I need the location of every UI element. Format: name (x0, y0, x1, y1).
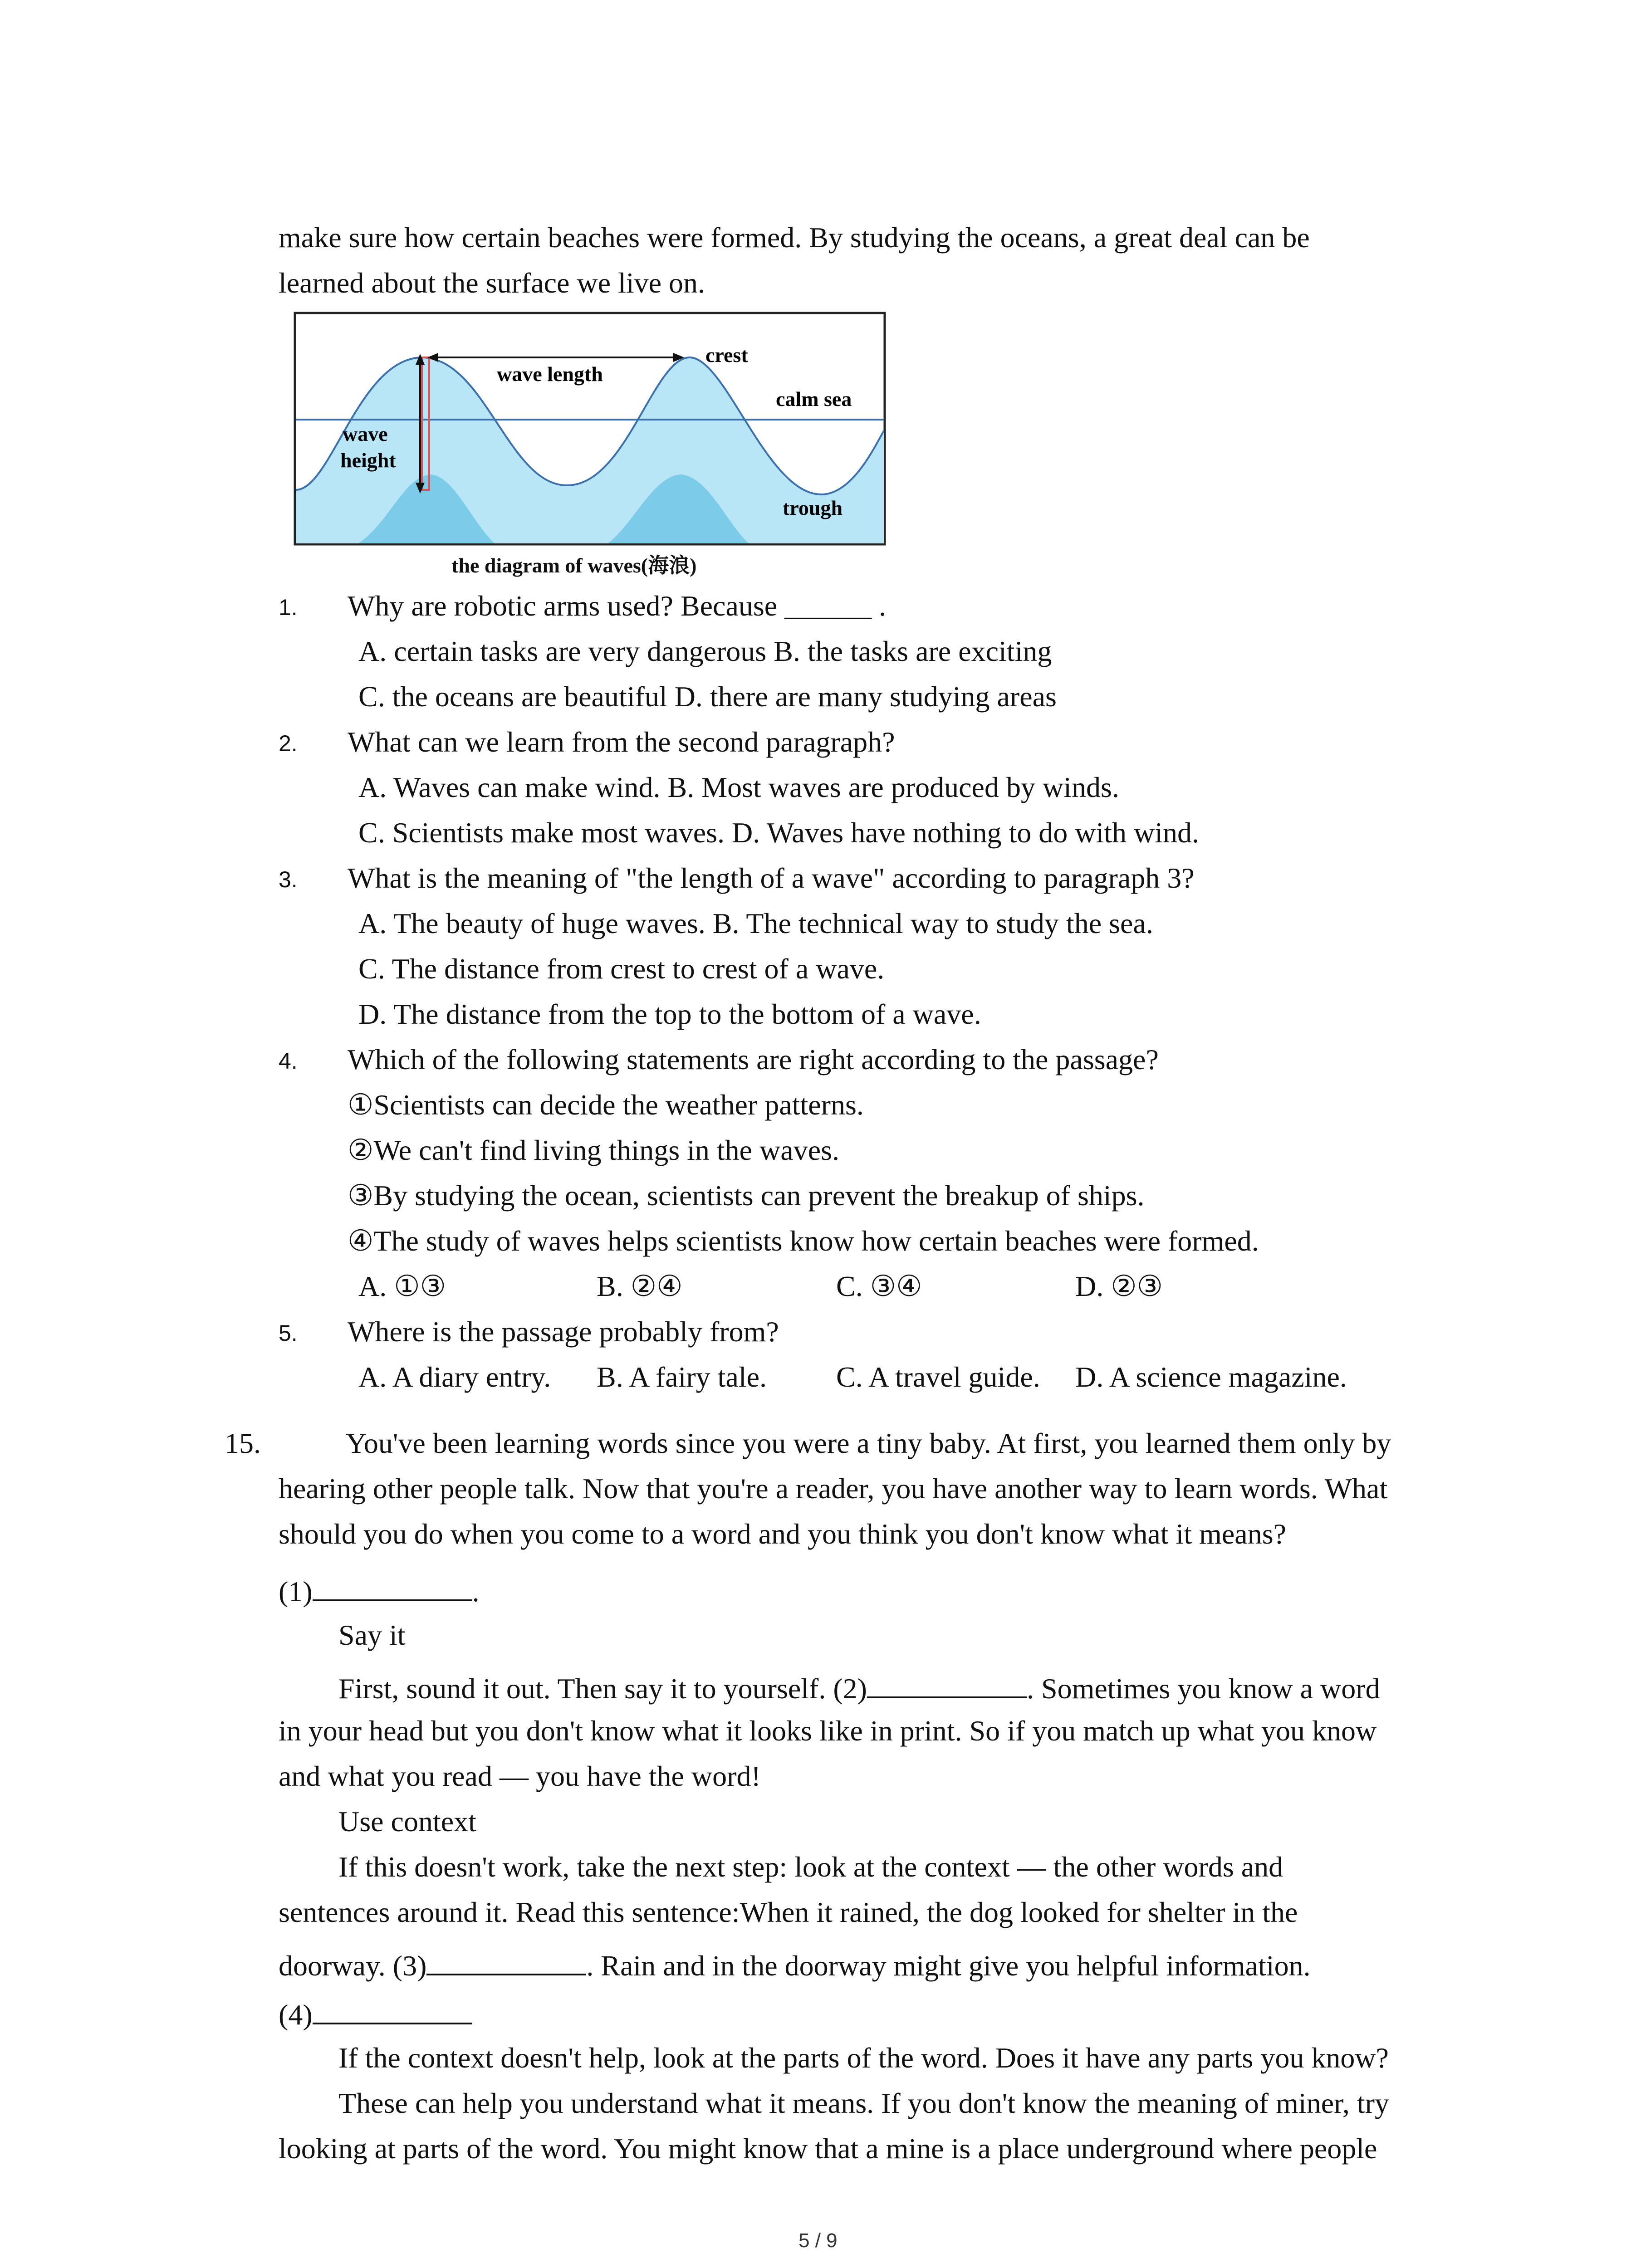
question-text: What is the meaning of "the length of a wave" according to paragraph 3? (348, 862, 1195, 894)
say-line-1: First, sound it out. Then say it to yourself. (2) . Sometimes you know a word (338, 1671, 1380, 1703)
wave-diagram (290, 308, 889, 553)
q15-number: 15. (225, 1427, 261, 1459)
label-calm-sea: calm sea (776, 387, 852, 411)
wave-diagram-svg (290, 308, 889, 553)
blank-2[interactable] (867, 1671, 1027, 1698)
parts-line-1: If the context doesn't help, look at the parts of the word. Does it have any parts you know? (338, 2042, 1389, 2074)
blank-4[interactable] (313, 1997, 472, 2024)
option-line: C. Scientists make most waves. D. Waves have nothing to do with wind. (358, 816, 1200, 849)
q15-para-line: hearing other people talk. Now that you're a reader, you have another way to learn words. What (279, 1472, 1388, 1505)
question-number: 2. (279, 731, 298, 756)
option-b: B. ②④ (597, 1270, 683, 1302)
option-line: A. certain tasks are very dangerous B. the tasks are exciting (358, 635, 1052, 667)
question-text: Which of the following statements are right according to the passage? (348, 1043, 1159, 1075)
question-number: 5. (279, 1320, 298, 1346)
intro-line-1: make sure how certain beaches were formed. By studying the oceans, a great deal can be (279, 221, 1310, 254)
context-line-1: If this doesn't work, take the next step: look at the context — the other words and (338, 1851, 1283, 1883)
option-line: C. The distance from crest to crest of a wave. (358, 953, 885, 985)
blank-4-label: (4) (279, 1999, 313, 2031)
label-wave: wave (343, 422, 388, 445)
blank-1-tail: . (472, 1575, 480, 1608)
label-wave-length: wave length (497, 362, 603, 386)
label-crest: crest (705, 343, 748, 367)
label-trough: trough (783, 496, 843, 519)
option-a: A. A diary entry. (358, 1361, 551, 1393)
context-line-2: sentences around it. Read this sentence:When it rained, the dog looked for shelter in the (279, 1896, 1298, 1928)
question-number: 4. (279, 1048, 298, 1074)
heading-say-it: Say it (338, 1619, 406, 1651)
parts-line-2: These can help you understand what it means. If you don't know the meaning of miner, try (338, 2087, 1389, 2119)
option-a: A. ①③ (358, 1270, 446, 1302)
context-line-3: doorway. (3) . Rain and in the doorway might give you helpful information. (279, 1948, 1311, 1980)
option-d: D. A science magazine. (1075, 1361, 1347, 1393)
question-text: Where is the passage probably from? (348, 1315, 779, 1348)
option-line: A. Waves can make wind. B. Most waves are produced by winds. (358, 771, 1119, 803)
heading-use-context: Use context (338, 1805, 476, 1838)
blank-1-line (279, 1574, 480, 1606)
statement-line: ④The study of waves helps scientists know how certain beaches were formed. (348, 1225, 1259, 1257)
statement-line: ①Scientists can decide the weather patterns. (348, 1089, 864, 1121)
question-text: What can we learn from the second paragraph? (348, 726, 895, 758)
q15-para-line: You've been learning words since you were a tiny baby. At first, you learned them only by (346, 1427, 1391, 1459)
option-line: A. The beauty of huge waves. B. The technical way to study the sea. (358, 907, 1153, 939)
say-line-3: and what you read — you have the word! (279, 1760, 761, 1792)
option-c: C. ③④ (836, 1270, 922, 1302)
say-line-2: in your head but you don't know what it looks like in print. So if you match up what you know (279, 1715, 1377, 1747)
q15-para-line: should you do when you come to a word and you think you don't know what it means? (279, 1518, 1286, 1550)
option-b: B. A fairy tale. (597, 1361, 767, 1393)
diagram-caption: the diagram of waves(海浪) (451, 554, 697, 577)
option-c: C. A travel guide. (836, 1361, 1040, 1393)
question-number: 1. (279, 595, 298, 620)
option-d: D. ②③ (1075, 1270, 1163, 1302)
question-text: Why are robotic arms used? Because ______ . (348, 590, 887, 622)
statement-line: ③By studying the ocean, scientists can prevent the breakup of ships. (348, 1179, 1145, 1212)
blank-1[interactable] (313, 1574, 472, 1601)
blank-3[interactable] (426, 1948, 586, 1975)
blank-1-label: (1) (279, 1575, 313, 1608)
label-height: height (340, 449, 396, 472)
page-number: 5 / 9 (798, 2229, 838, 2252)
parts-line-3: looking at parts of the word. You might know that a mine is a place underground where people (279, 2132, 1377, 2165)
option-line: C. the oceans are beautiful D. there are many studying areas (358, 680, 1057, 713)
question-number: 3. (279, 867, 298, 892)
blank-4-line (279, 1997, 472, 2029)
option-line: D. The distance from the top to the bottom of a wave. (358, 998, 981, 1030)
statement-line: ②We can't find living things in the waves. (348, 1134, 839, 1166)
intro-line-2: learned about the surface we live on. (279, 267, 705, 299)
